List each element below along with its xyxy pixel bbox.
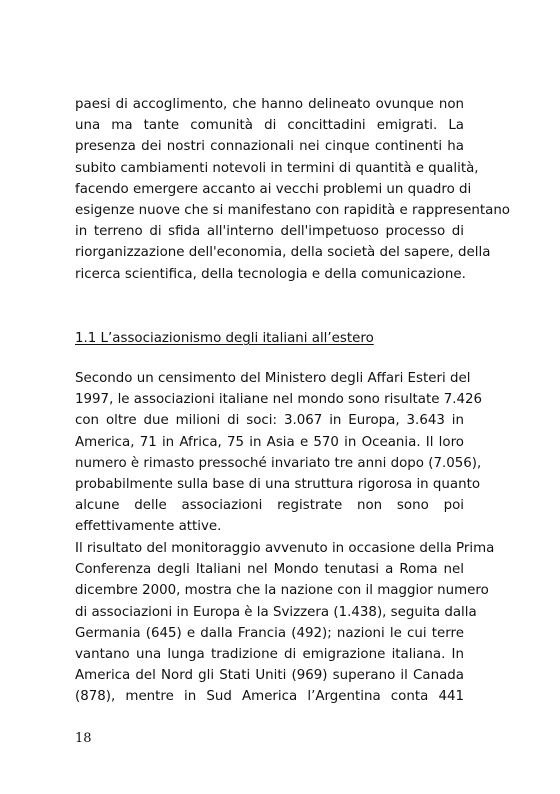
- text-line: Il risultato del monitoraggio avvenuto in occasione della Prima: [75, 541, 495, 556]
- text-line: in terreno di sfida all'interno dell'impetuoso processo di: [75, 224, 464, 240]
- paragraph-census: [75, 368, 483, 538]
- text-line: una ma tante comunità di concittadini emigrati. La: [75, 118, 464, 134]
- paragraph-intro: [75, 94, 510, 285]
- text-line: dicembre 2000, mostra che la nazione con il maggior numero: [75, 583, 489, 599]
- text-line: probabilmente sulla base di una struttura rigorosa in quanto: [75, 477, 481, 493]
- text-line: paesi di accoglimento, che hanno delineato ovunque non: [75, 97, 464, 112]
- text-line: facendo emergere accanto ai vecchi problemi un quadro di: [75, 181, 472, 197]
- text-line: Secondo un censimento del Ministero degli Affari Esteri del: [75, 371, 471, 386]
- text-line: esigenze nuove che si manifestano con rapidità e rappresentano: [75, 203, 510, 219]
- text-line: (878), mentre in Sud America l’Argentina conta 441: [75, 689, 464, 705]
- text-line: numero è rimasto pressoché invariato tre anni dopo (7.056),: [75, 455, 482, 471]
- text-line: con oltre due milioni di soci: 3.067 in Europa, 3.643 in: [75, 413, 464, 429]
- text-line: vantano una lunga tradizione di emigrazione italiana. In: [75, 647, 464, 663]
- text-line: subito cambiamenti notevoli in termini di quantità e qualità,: [75, 160, 479, 176]
- section-heading: 1.1 L’associazionismo degli italiani all’estero: [75, 331, 374, 346]
- text-line: riorganizzazione dell'economia, della società del sapere, della: [75, 245, 491, 261]
- text-line: America, 71 in Africa, 75 in Asia e 570 in Oceania. Il loro: [75, 434, 464, 450]
- paragraph-monitoring: [75, 538, 495, 708]
- text-line: America del Nord gli Stati Uniti (969) superano il Canada: [75, 668, 464, 684]
- text-line: Germania (645) e dalla Francia (492); nazioni le cui terre: [75, 625, 464, 641]
- text-line: alcune delle associazioni registrate non sono poi: [75, 498, 464, 514]
- text-line: 1997, le associazioni italiane nel mondo sono risultate 7.426: [75, 392, 483, 408]
- text-line: Conferenza degli Italiani nel Mondo tenutasi a Roma nel: [75, 562, 464, 578]
- text-line: effettivamente attive.: [75, 519, 222, 535]
- text-line: di associazioni in Europa è la Svizzera (1.438), seguita dalla: [75, 604, 477, 620]
- text-line: presenza dei nostri connazionali nei cinque continenti ha: [75, 139, 464, 155]
- text-line: ricerca scientifica, della tecnologia e della comunicazione.: [75, 266, 466, 282]
- page-number: 18: [75, 731, 92, 746]
